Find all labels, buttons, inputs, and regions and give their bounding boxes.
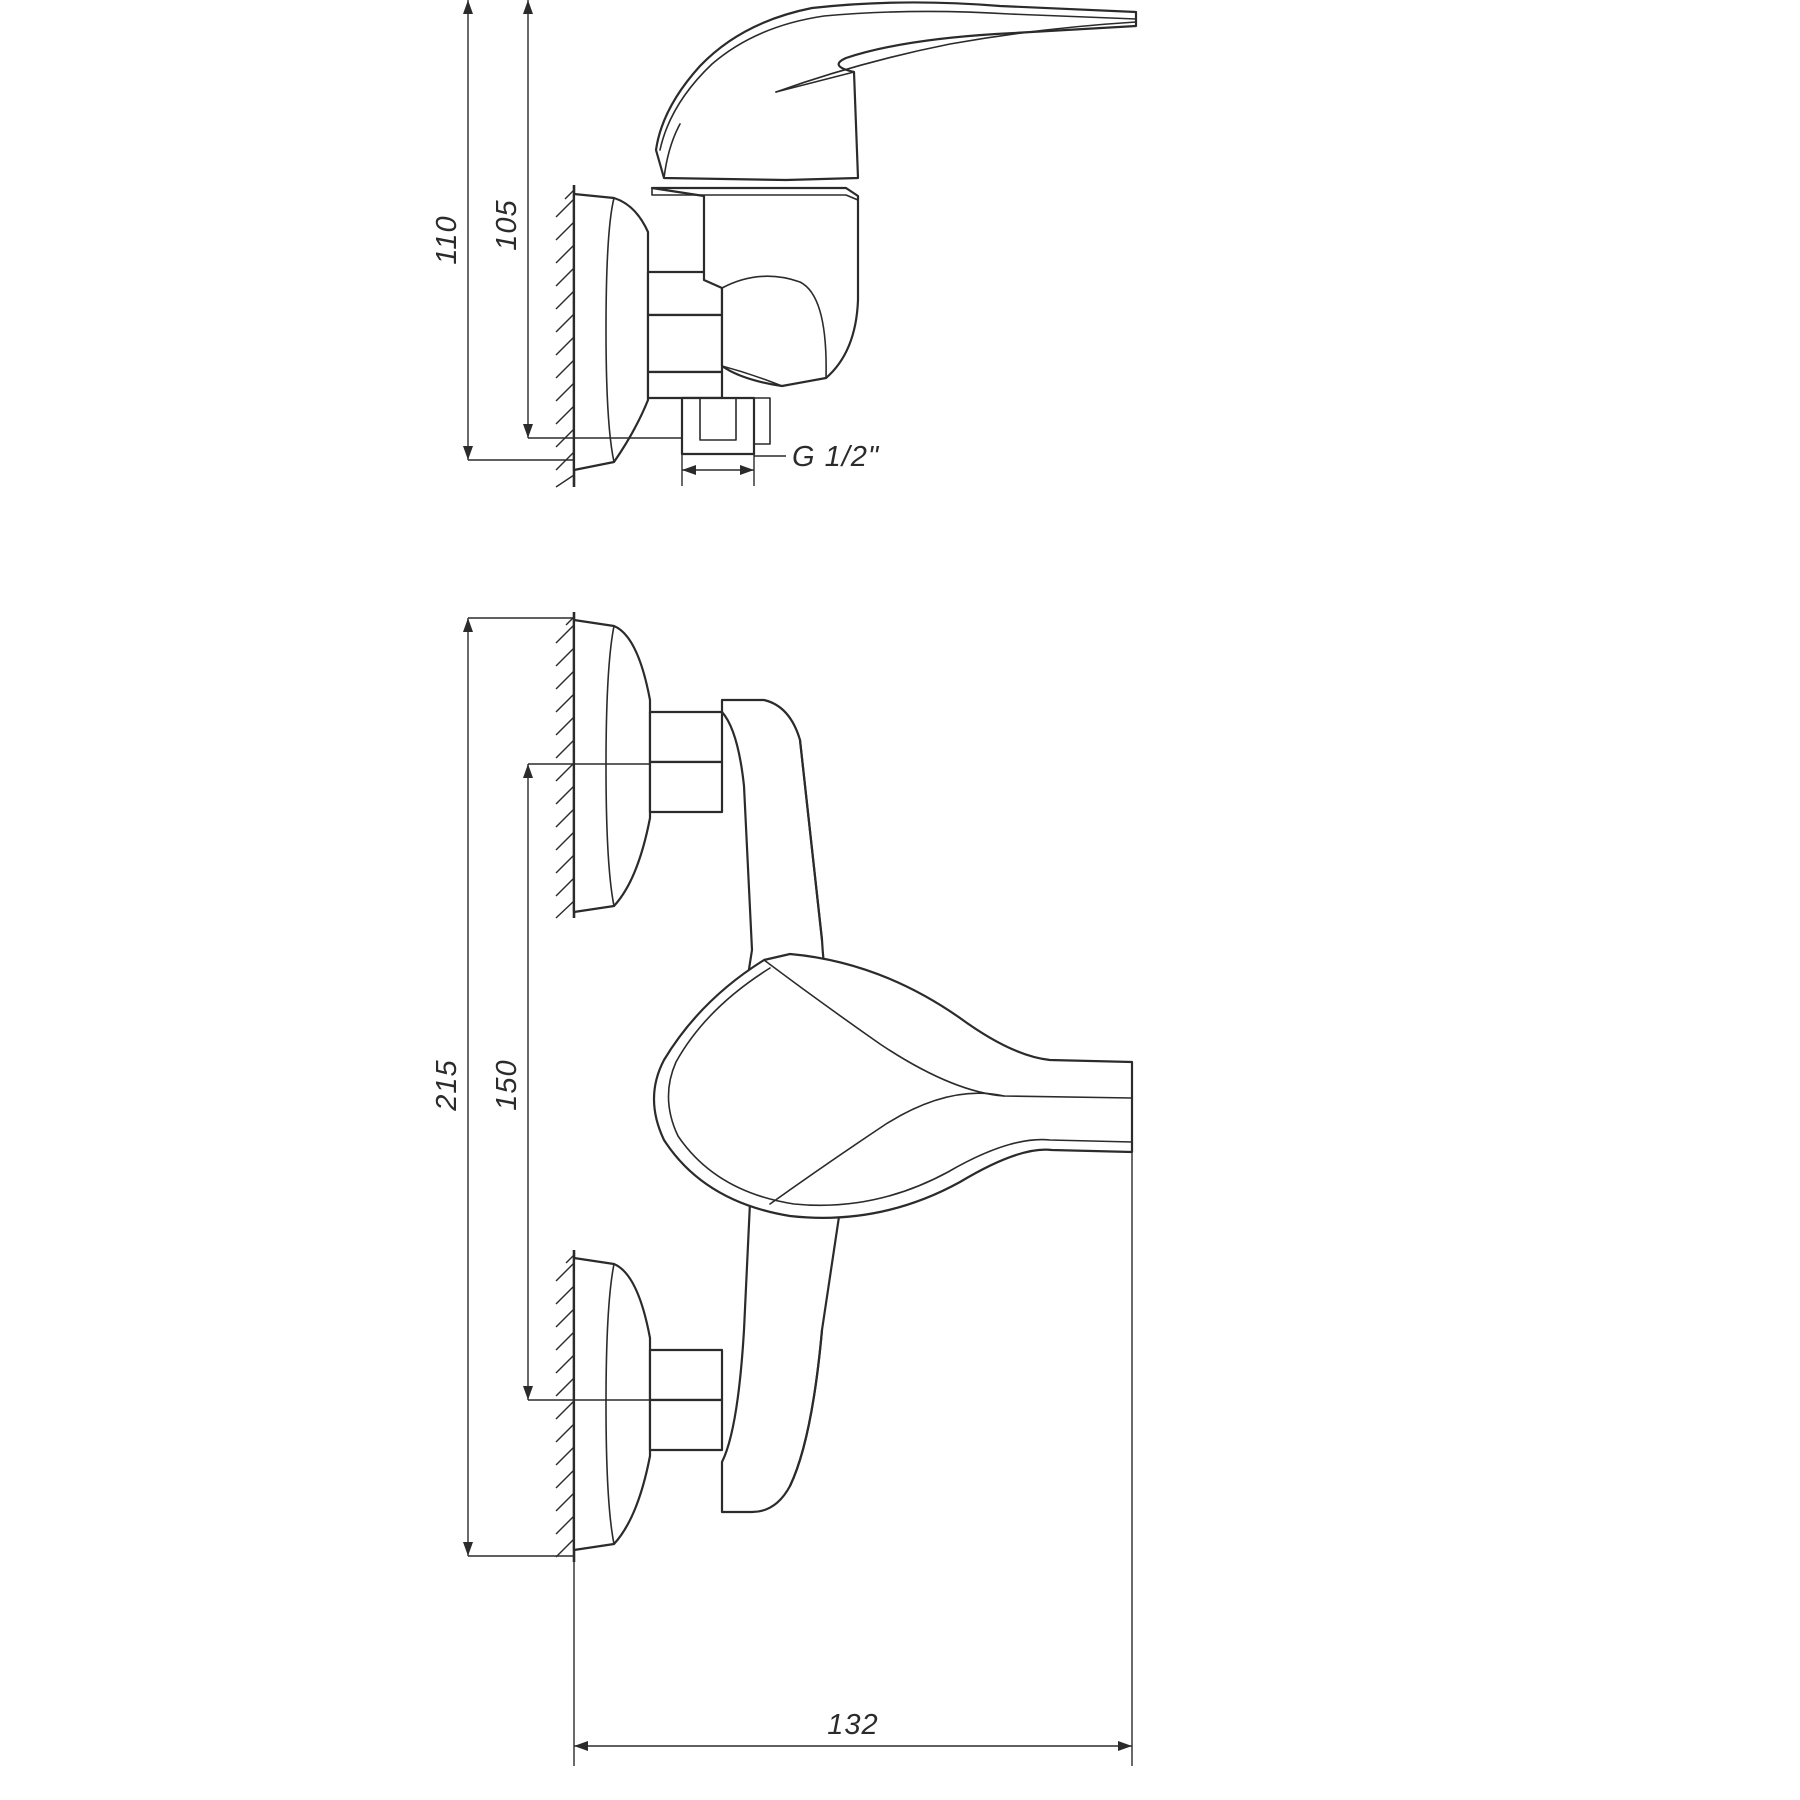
- wall-hatch-side: [556, 190, 574, 487]
- wall-hatch-front-lower: [556, 1255, 574, 1557]
- dimension-132-label: 132: [827, 1709, 879, 1741]
- escutcheon-front-upper: [574, 620, 650, 912]
- escutcheon-front-lower: [574, 1258, 650, 1550]
- wall-hatch-front-upper: [556, 617, 574, 918]
- dimension-g-half: [682, 454, 786, 486]
- outlet-collar: [754, 398, 770, 444]
- dimension-132: [574, 1152, 1132, 1766]
- front-view-group: [431, 612, 1132, 1766]
- nut-block-front-upper-1: [650, 712, 722, 762]
- lever-handle-front: [654, 954, 1132, 1218]
- escutcheon-side: [574, 194, 648, 470]
- side-view-group: [431, 0, 1136, 487]
- nut-block-front-lower-1: [650, 1350, 722, 1400]
- dimension-150-label: 150: [491, 1059, 523, 1111]
- dimension-g-half-label: G 1/2": [792, 441, 880, 473]
- lever-handle-side: [656, 2, 1136, 180]
- nut-block-front-upper-2: [650, 762, 722, 812]
- nut-block-front-lower-2: [650, 1400, 722, 1450]
- nut-block-middle: [648, 315, 722, 372]
- dimension-105-label: 105: [491, 199, 523, 251]
- dimension-110-label: 110: [431, 215, 463, 265]
- dimension-215-label: 215: [431, 1059, 463, 1111]
- outlet-spigot-side: [682, 398, 754, 454]
- nut-block-lower: [648, 372, 722, 398]
